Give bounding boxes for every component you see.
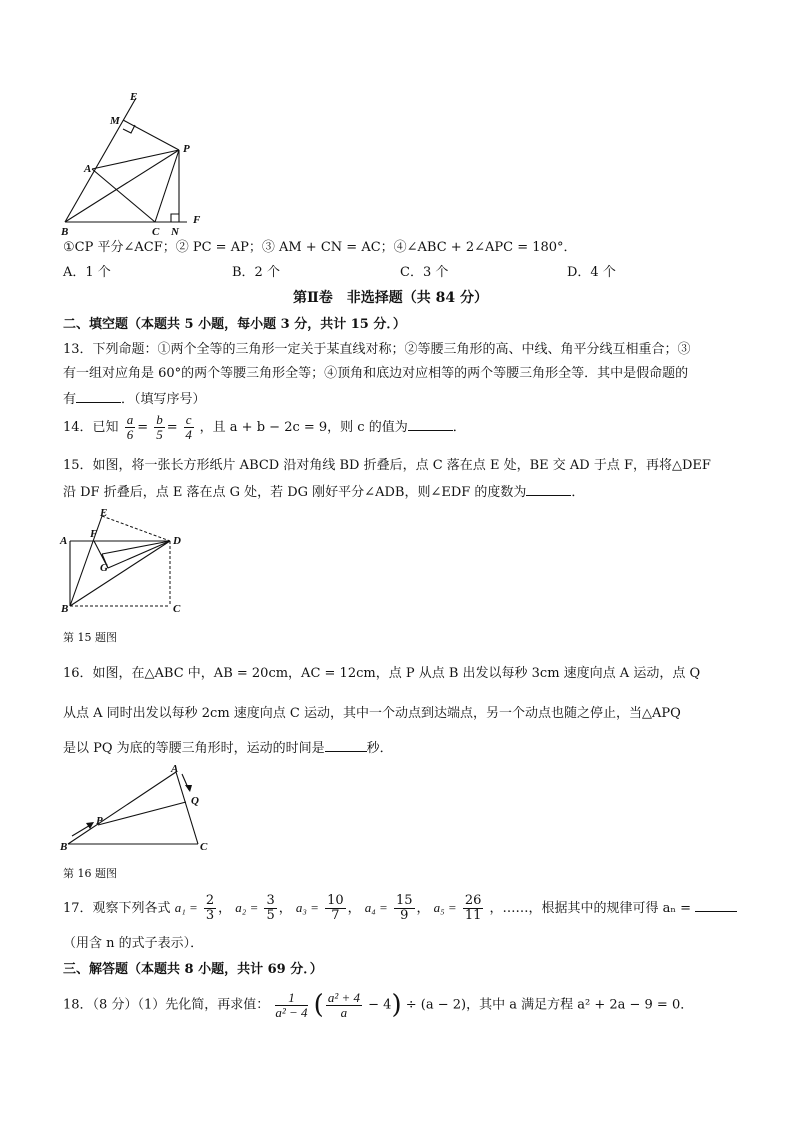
- q17-term-3-frac: $\frac{10}{7}$: [327, 893, 344, 923]
- fig12-label-f: F: [193, 214, 201, 226]
- q18-paren-close: ): [391, 990, 402, 1020]
- q17-line2: （用含 n 的式子表示）．: [63, 936, 204, 951]
- q18-minus4: − 4: [368, 997, 392, 1013]
- q16-caption: 第 16 题图: [63, 867, 117, 880]
- q13-line2: 有一组对应角是 60°的两个等腰三角形全等；④顶角和底边对应相等的两个等腰三角形全等．其中是假命题的: [63, 366, 689, 381]
- q14-frac-c: $\frac{c}{4}$: [185, 412, 192, 442]
- fig16-label-q: Q: [191, 795, 199, 807]
- fig12-label-p: P: [183, 143, 190, 155]
- q17-term-1-lhs: a₁ =: [174, 900, 198, 915]
- part2-title: 第Ⅱ卷 非选择题（共 84 分）: [293, 290, 489, 306]
- fig16-label-p: P: [96, 815, 103, 827]
- q17-prefix: 17．观察下列各式: [63, 901, 171, 916]
- q15-line1: 15．如图，将一张长方形纸片 ABCD 沿对角线 BD 折叠后，点 C 落在点 E 处，BE 交 AD 于点 F，再将△DEF: [63, 458, 711, 473]
- fig15-label-f: F: [90, 528, 98, 540]
- q18-prefix: 18．（8 分）（1）先化简，再求值：: [63, 997, 270, 1013]
- q17-term-5-frac: $\frac{26}{11}$: [464, 893, 482, 923]
- q17-line: 17．观察下列各式 a₁ = $\frac{2}{3}$ ， a₂ = $\frac{3}{5}$ ， a₃ = $\frac{10}{7}$ ， a₄ = $\frac{15}{9}$ ， a₅ = $\frac{26}{11}$ ，……，根据其中的规律可得 aₙ =: [63, 894, 737, 923]
- q18-line: [63, 990, 693, 1020]
- fig12-label-e: E: [130, 91, 138, 103]
- q15-caption: 第 15 题图: [63, 631, 117, 644]
- q14-frac-b: $\frac{b}{5}$: [156, 412, 163, 442]
- fig15-label-e: E: [100, 507, 108, 519]
- q12-statements: ①CP 平分∠ACF；② PC = AP；③ AM + CN = AC；④∠ABC + 2∠APC = 180°．: [63, 240, 577, 255]
- fig15-label-c: C: [173, 603, 181, 615]
- q18-frac-1: $\frac{1}{\text{a² − 4}}$: [275, 989, 308, 1020]
- q15-end: ．: [571, 485, 585, 500]
- q18-frac-2: $\frac{\text{a² + 4}}{a}$: [327, 989, 360, 1020]
- q16-end: 秒．: [366, 741, 393, 756]
- fig15-label-a: A: [60, 535, 68, 547]
- q17-term-2-frac: $\frac{3}{5}$: [266, 893, 275, 923]
- section2-title: 二、填空题（本题共 5 小题，每小题 3 分，共计 15 分．）: [63, 317, 406, 332]
- q15-figure: [58, 506, 188, 618]
- q16-figure: [58, 760, 218, 855]
- q16-line3: [63, 737, 393, 756]
- q14-answer-blank[interactable]: [408, 430, 453, 431]
- q13-line3-end: ．（填写序号）: [121, 392, 206, 407]
- q18-paren-open: (: [313, 990, 324, 1020]
- fig12-label-m: M: [110, 115, 120, 127]
- q13-answer-blank[interactable]: [76, 402, 121, 403]
- q12-option-b: B．2 个: [232, 265, 280, 280]
- q16-line3-text: 是以 PQ 为底的等腰三角形时，运动的时间是: [63, 741, 325, 756]
- q12-option-a: A．1 个: [63, 265, 111, 280]
- q17-term-4-frac: $\frac{15}{9}$: [395, 893, 413, 923]
- q16-answer-blank[interactable]: [325, 751, 367, 752]
- q16-line2: 从点 A 同时出发以每秒 2cm 速度向点 C 运动，其中一个动点到达端点，另一个动点也随之停止，当△APQ: [63, 706, 681, 721]
- q17-term-5-lhs: a₅ =: [433, 900, 457, 915]
- fig12-label-a: A: [84, 163, 92, 175]
- fig15-label-b: B: [61, 603, 69, 615]
- fig12-label-c: C: [152, 226, 160, 236]
- q12-option-c: C．3 个: [400, 265, 449, 280]
- fig12-label-b: B: [61, 226, 69, 236]
- fig15-label-d: D: [173, 535, 181, 547]
- q14-frac-a: $\frac{a}{6}$: [126, 412, 134, 442]
- q17-suffix: ，……，根据其中的规律可得 aₙ =: [489, 901, 692, 916]
- q14-condition: ，且 a + b − 2c = 9，则 c 的值为: [199, 420, 408, 435]
- fig15-label-g: G: [100, 562, 108, 574]
- section3-title: 三、解答题（本题共 8 小题，共计 69 分．）: [63, 962, 323, 977]
- fig12-label-n: N: [171, 226, 179, 236]
- q17-term-2-lhs: a₂ =: [235, 900, 259, 915]
- q17-term-1-frac: $\frac{2}{3}$: [205, 893, 215, 923]
- q14-end: ．: [452, 420, 466, 435]
- q15-answer-blank[interactable]: [526, 495, 571, 496]
- q17-term-3-lhs: a₃ =: [295, 900, 319, 915]
- q15-line2: [63, 481, 584, 500]
- q13-line3-start: 有: [63, 392, 77, 407]
- q12-figure: [55, 88, 230, 236]
- fig16-label-c: C: [200, 841, 208, 853]
- q14-prefix: 14．已知: [63, 420, 119, 435]
- q13-line1: 13．下列命题：①两个全等的三角形一定关于某直线对称；②等腰三角形的高、中线、角平分线互相重合；③: [63, 342, 691, 357]
- q14-line: 14．已知 $\frac{a}{6}$ = $\frac{b}{5}$ = $\frac{c}{4}$ ，且 a + b − 2c = 9，则 c 的值为 ．: [63, 412, 466, 442]
- fig16-label-a: A: [171, 763, 179, 775]
- q12-option-d: D．4 个: [567, 265, 616, 280]
- q15-line2-text: 沿 DF 折叠后，点 E 落在点 G 处，若 DG 刚好平分∠ADB，则∠EDF 的度数为: [63, 485, 527, 500]
- q18-tail: ÷ (a − 2)，其中 a 满足方程 a² + 2a − 9 = 0．: [405, 997, 694, 1013]
- q17-answer-blank[interactable]: [695, 911, 737, 912]
- q17-term-4-lhs: a₄ =: [364, 900, 388, 915]
- fig16-label-b: B: [60, 841, 68, 853]
- q13-line3: [63, 388, 206, 407]
- q16-line1: 16．如图，在△ABC 中，AB = 20cm，AC = 12cm，点 P 从点 B 出发以每秒 3cm 速度向点 A 运动，点 Q: [63, 666, 701, 681]
